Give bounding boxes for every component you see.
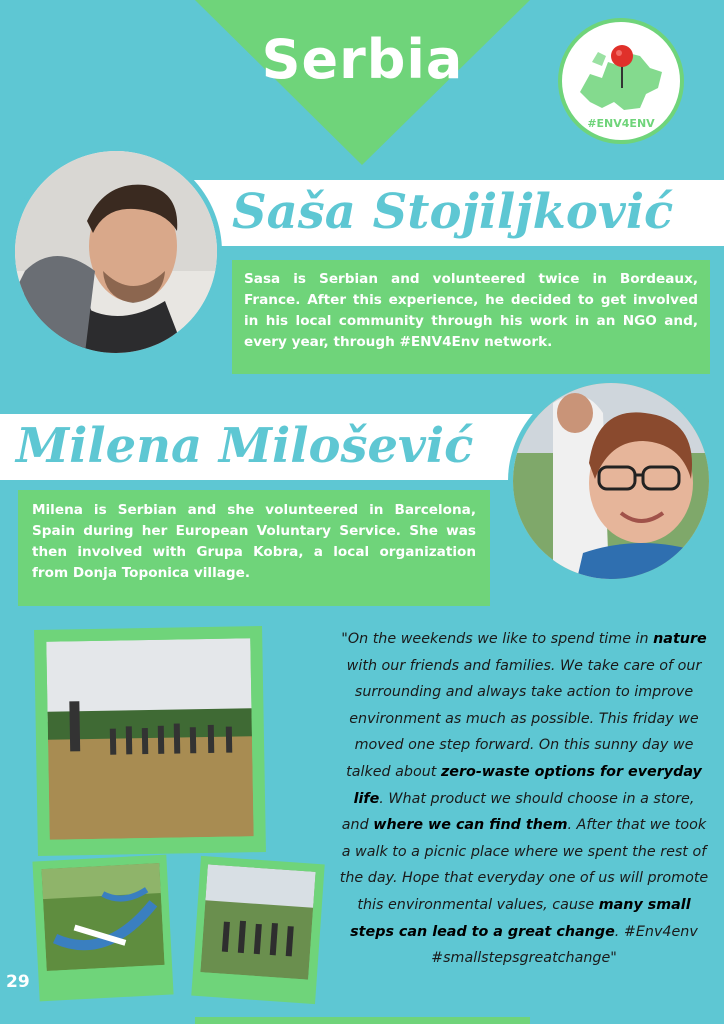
walk-photo (200, 864, 315, 979)
quote-part-2: with our friends and families. We take care of our surrounding and always take action to improve environment as much as possible. This friday we moved one step forward. On this sunny day we talked about (346, 657, 702, 780)
quote-highlight-1: nature (653, 631, 707, 647)
portrait-sasa-image (15, 151, 217, 353)
quote-highlight-4: many small steps can lead to a great change (350, 896, 691, 940)
profile-name-2: Milena Milošević (16, 418, 474, 474)
profile-name-1: Saša Stojiljković (232, 184, 674, 240)
profile-bio-2: Milena is Serbian and she volunteered in Barcelona, Spain during her European Voluntary Service. She was then involved with Grupa Kobra, a local organization from Donja Toponica village. (18, 490, 490, 606)
profile-bio-1: Sasa is Serbian and volunteered twice in Bordeaux, France. After this experience, he decided to get involved in his local community through his work in an NGO and, every year, through #ENV4Env network. (232, 260, 710, 374)
bottom-accent-bar (195, 1017, 530, 1024)
portrait-milena-image (513, 383, 709, 579)
group-meadow-image (46, 638, 253, 840)
quote-highlight-2: zero-waste options for everyday life (353, 763, 702, 807)
hammock-image (41, 863, 164, 971)
portrait-milena (508, 378, 714, 584)
group-photo (46, 638, 253, 840)
page-title: Serbia (261, 28, 464, 91)
quote-part-3: . What product we should choose in a store, and (341, 790, 695, 834)
page-number: 29 (6, 972, 30, 992)
walk-image (200, 864, 315, 979)
quote-text (338, 626, 710, 972)
logo-label: #ENV4ENV (587, 117, 655, 130)
quote-part-1: "On the weekends we like to spend time in (341, 631, 654, 647)
quote-part-5: . #Env4env #smallstepsgreatchange" (431, 923, 698, 967)
quote-highlight-3: where we can find them (373, 817, 568, 834)
hammock-photo (41, 863, 164, 971)
quote-part-4: . After that we took a walk to a picnic place where we spent the rest of the day. Hope that everyday one of us will promote this environmental values, cause (339, 817, 709, 913)
portrait-sasa (10, 146, 222, 358)
